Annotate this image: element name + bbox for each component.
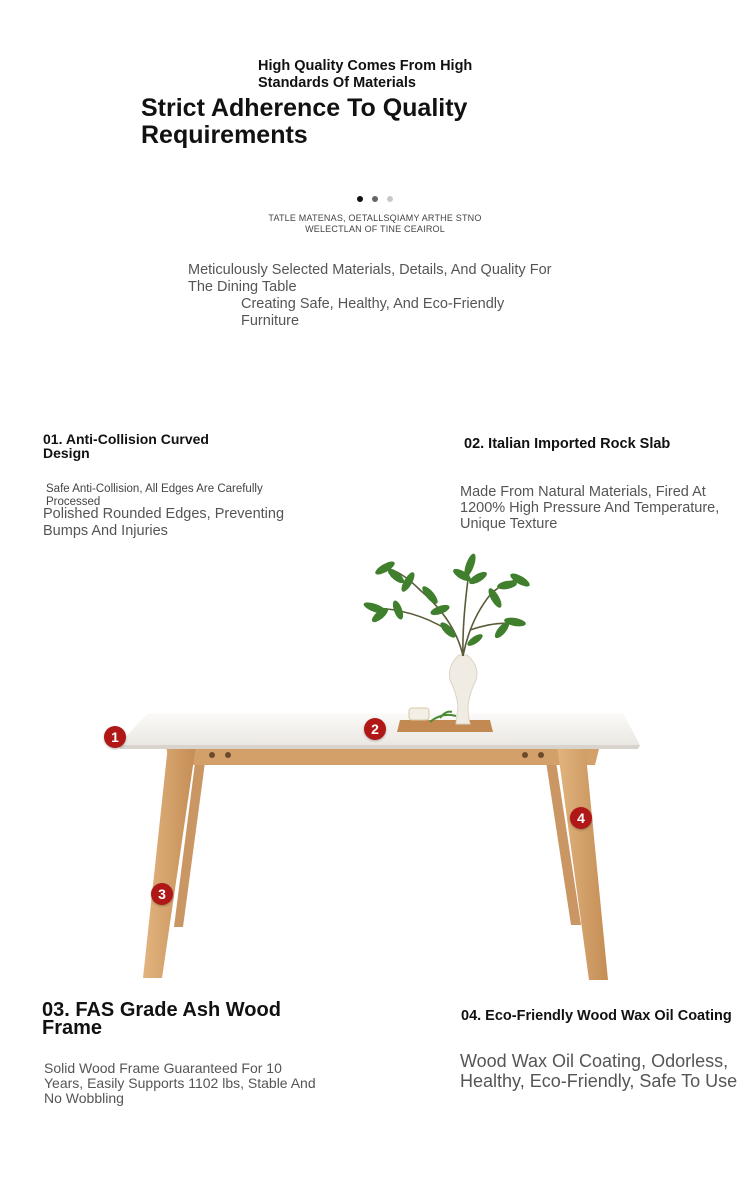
feature-1-title: 01. Anti-Collision Curved Design <box>43 431 209 461</box>
apron-bolt <box>538 752 544 758</box>
feature-1-body: Polished Rounded Edges, Preventing Bumps And Injuries <box>43 506 285 539</box>
feature-marker-3[interactable]: 3 <box>151 883 173 905</box>
feature-2-title: 02. Italian Imported Rock Slab <box>464 436 671 452</box>
apron-bolt <box>522 752 528 758</box>
feature-marker-4[interactable]: 4 <box>570 807 592 829</box>
carousel-dots[interactable] <box>357 196 393 202</box>
feature-marker-1[interactable]: 1 <box>104 726 126 748</box>
feature-3-body: Solid Wood Frame Guaranteed For 10 Years, Easily Supports 1102 lbs, Stable And No Wobbling <box>44 1060 316 1106</box>
feature-4-body: Wood Wax Oil Coating, Odorless, Healthy, Eco-Friendly, Safe To Use <box>460 1051 738 1091</box>
carousel-dot-1[interactable] <box>357 196 363 202</box>
feature-1-subtext: Safe Anti-Collision, All Edges Are Carefully Processed <box>46 483 263 508</box>
apron-bolt <box>209 752 215 758</box>
feature-2-body: Made From Natural Materials, Fired At 1200% High Pressure And Temperature, Unique Texture <box>460 484 720 532</box>
garbled-caption: TATLE MATENAS, OETALLSQIAMY ARTHE STNO WELECTLAN OF TINE CEAIROL <box>268 213 482 234</box>
intro-line-1: Meticulously Selected Materials, Details, And Quality For The Dining Table <box>188 262 552 295</box>
feature-marker-2[interactable]: 2 <box>364 718 386 740</box>
carousel-dot-3[interactable] <box>387 196 393 202</box>
wooden-tray <box>397 720 493 732</box>
kicker-text: High Quality Comes From High Standards Of Materials <box>258 58 473 91</box>
feature-4-title: 04. Eco-Friendly Wood Wax Oil Coating <box>461 1008 732 1024</box>
apron-bolt <box>225 752 231 758</box>
page-headline: Strict Adherence To Quality Requirements <box>141 94 468 149</box>
tabletop-edge <box>118 745 640 749</box>
dining-table-illustration <box>0 540 750 990</box>
feature-3-title: 03. FAS Grade Ash Wood Frame <box>42 999 281 1039</box>
intro-line-2: Creating Safe, Healthy, And Eco-Friendly Furniture <box>241 296 505 329</box>
carousel-dot-2[interactable] <box>372 196 378 202</box>
cup <box>409 708 429 720</box>
